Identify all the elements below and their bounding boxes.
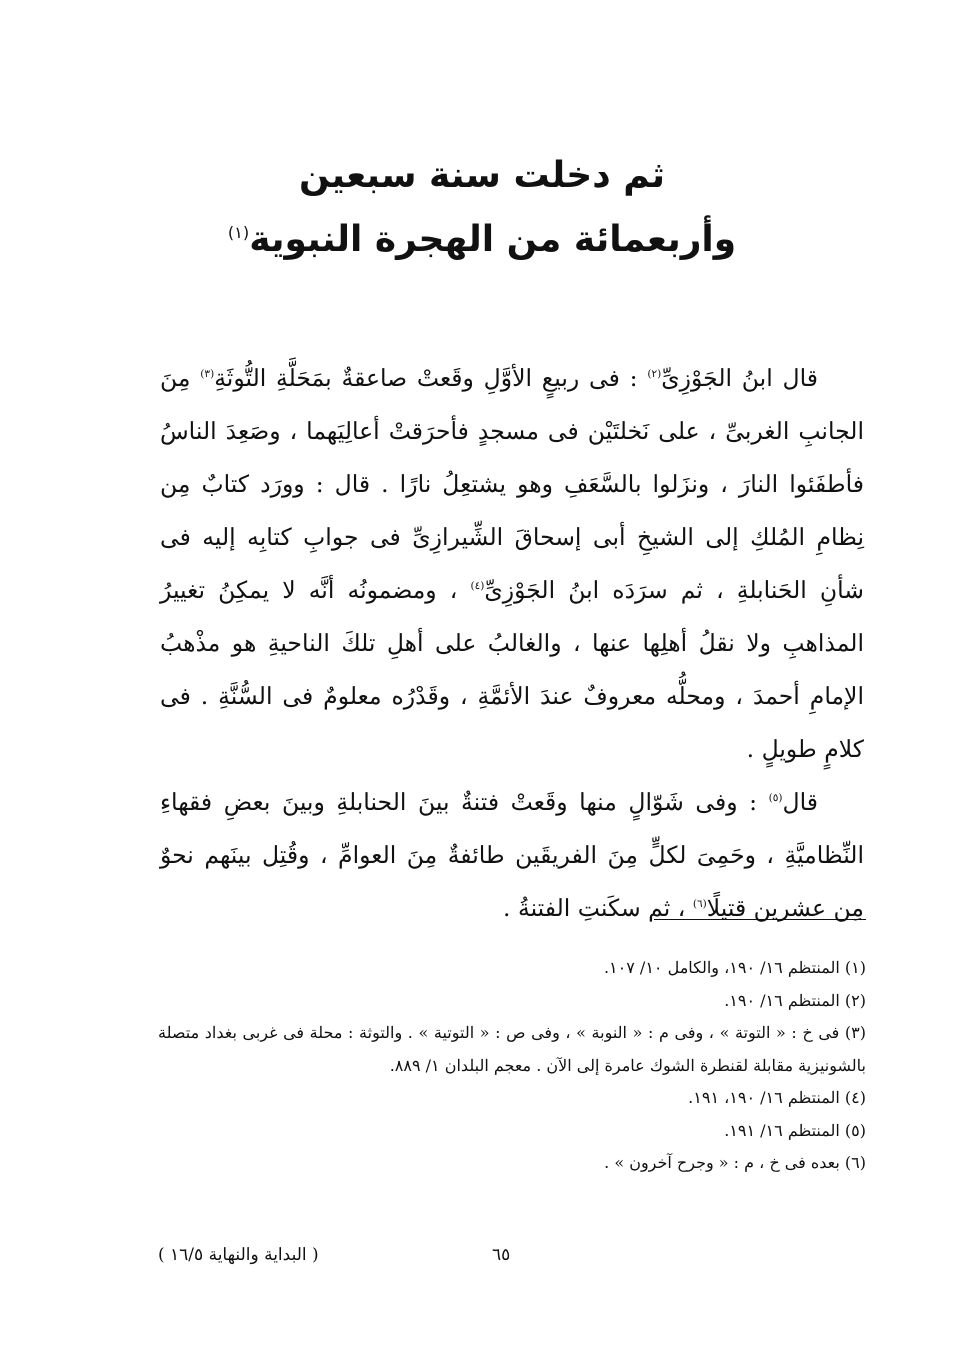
footnote-5: (٥) المنتظم ١٦/ ١٩١. [724,1120,866,1140]
footnote-separator [654,919,866,920]
main-text [160,352,864,935]
footnote-2: (٢) المنتظم ١٦/ ١٩٠. [724,990,866,1010]
footnote-1: (١) المنتظم ١٦/ ١٩٠، والكامل ١٠/ ١٠٧. [603,958,866,977]
footnotes [158,952,866,1180]
volume-label: ( البداية والنهاية ١٦/٥ ) [158,1245,319,1265]
paragraph-1-text-d: ، ومضمونُه أنَّه لا يمكِنُ تغييرُ المذاهبِ ولا نقلُ أهلِها عنها ، والغالبُ على أهلِ تلكَ الناحيةِ هو مذْهبُ الإمامِ أحمدَ ، ومحلُّه معروفٌ عندَ الأئمَّةِ ، وقَدْرُه معلومٌ فى السُّنَّةِ . فى كلامٍ طويلٍ . [160,576,864,763]
chapter-title-line-2-text: وأربعمائة من الهجرة النبوية [249,219,737,260]
paragraph-2-text-a: قال [782,788,818,816]
paragraph-1-text-b: : فى ربيعٍ الأوَّلِ وقَعتْ صاعقةٌ بمَحَلَّةِ التُّوثَةِ [214,364,648,392]
page-number: ٦٥ [492,1245,511,1265]
footnote-3: (٣) فى خ : « التوتة » ، وفى م : « النوبة » ، وفى ص : « التوتية » . والتوثة : محلة فى غربى بغداد متصلة بالشونيزية مقابلة لقنطرة الشوك عامرة إلى الآن . معجم البلدان ١/ ٨٨٩. [158,1023,866,1075]
footnote-marker-3: (٣) [200,368,215,381]
footnote-4: (٤) المنتظم ١٦/ ١٩٠، ١٩١. [688,1088,866,1107]
chapter-title-line-1-text: ثم دخلت سنة سبعين [298,155,665,196]
paragraph-1-text-a: قال ابنُ الجَوْزِىِّ [661,364,818,392]
paragraph-2-text-c: ، ثم سكَنتِ الفتنةُ . [503,894,693,922]
paragraph-2-text-b: : وفى شَوّالٍ منها وقَعتْ فتنةٌ بينَ الحنابلةِ وبينَ بعضِ فقهاءِ النِّظاميَّةِ ، وحَمِىَ لكلٍّ مِنَ الفريقَين طائفةٌ مِنَ العوامِّ ، وقُتِل بينَهم نحوٌ مِن عشرين قتيلًا [160,788,864,922]
footnote-marker-5: (٥) [768,792,783,805]
chapter-title-line-1 [120,155,844,196]
footnote-marker-1: (١) [227,223,250,242]
chapter-title-line-2 [120,219,844,260]
paragraph-1-text-c: مِنَ الجانبِ الغربىِّ ، على نَخلتَيْن فى مسجدٍ فأحرَقتْ أعالِيَهما ، وصَعِدَ الناسُ فأطفَئوا النارَ ، ونزَلوا بالسَّعَفِ وهو يشتعِلُ نارًا . قال : وورَد كتابٌ مِن نِظامِ المُلكِ إلى الشيخِ أبى إسحاقَ الشِّيرازِىِّ فى جوابِ كتابِه إليه فى شأنِ الحَنابلةِ ، ثم سرَدَه ابنُ الجَوْزِىِّ [160,364,864,604]
footnote-marker-6: (٦) [692,898,707,911]
footnote-marker-2: (٢) [647,368,662,381]
paragraph-1 [160,352,864,776]
paragraph-2 [160,776,864,935]
footnote-6: (٦) بعده فى خ ، م : « وجرح آخرون » . [604,1153,866,1172]
footnote-marker-4: (٤) [470,580,485,593]
